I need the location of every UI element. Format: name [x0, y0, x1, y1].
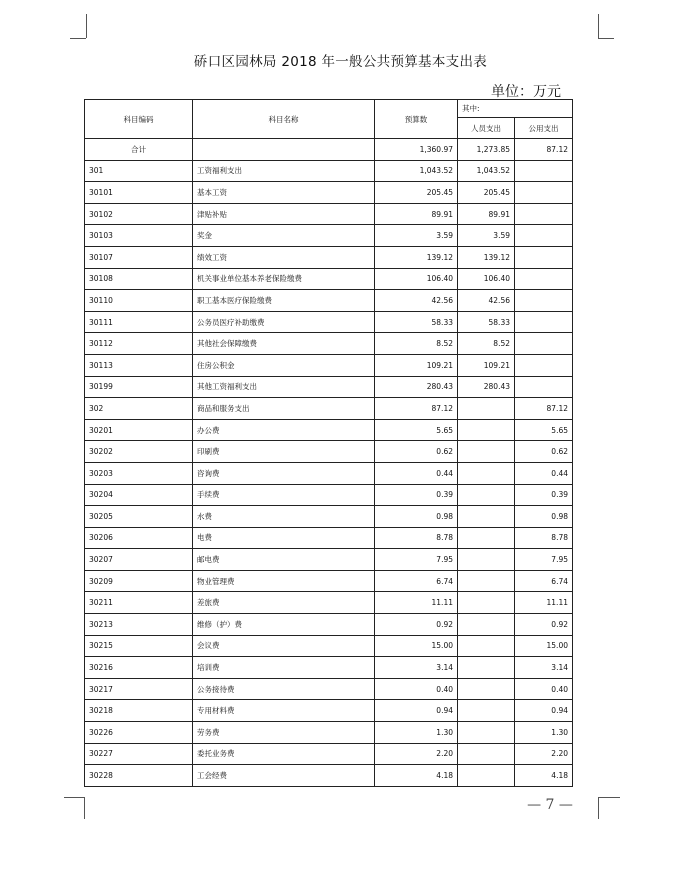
row-code: 30213 — [85, 614, 193, 636]
row-personnel — [458, 614, 515, 636]
row-name: 公务员医疗补助缴费 — [193, 311, 375, 333]
budget-table-body — [85, 100, 573, 787]
unit-label: 单位：万元 — [491, 84, 561, 100]
row-public — [515, 246, 573, 268]
header-budget: 预算数 — [375, 100, 458, 139]
row-name: 邮电费 — [193, 549, 375, 571]
table-row — [85, 182, 573, 204]
header-personnel: 人员支出 — [458, 118, 515, 139]
row-public: 11.11 — [515, 592, 573, 614]
row-budget: 280.43 — [375, 376, 458, 398]
row-budget: 89.91 — [375, 203, 458, 225]
total-row — [85, 139, 573, 161]
row-code: 30102 — [85, 203, 193, 225]
row-personnel — [458, 462, 515, 484]
row-code: 30108 — [85, 268, 193, 290]
row-name: 咨询费 — [193, 462, 375, 484]
row-budget: 0.94 — [375, 700, 458, 722]
table-row — [85, 506, 573, 528]
row-personnel: 3.59 — [458, 225, 515, 247]
row-budget: 7.95 — [375, 549, 458, 571]
row-budget: 5.65 — [375, 419, 458, 441]
row-public: 0.40 — [515, 678, 573, 700]
row-budget: 109.21 — [375, 354, 458, 376]
row-budget: 139.12 — [375, 246, 458, 268]
row-public: 7.95 — [515, 549, 573, 571]
table-row — [85, 398, 573, 420]
row-personnel — [458, 743, 515, 765]
table-row — [85, 311, 573, 333]
row-name: 住房公积金 — [193, 354, 375, 376]
row-budget: 6.74 — [375, 570, 458, 592]
row-personnel: 139.12 — [458, 246, 515, 268]
header-row-1 — [85, 100, 573, 118]
total-budget: 1,360.97 — [375, 139, 458, 161]
row-public — [515, 268, 573, 290]
row-personnel: 1,043.52 — [458, 160, 515, 182]
table-row — [85, 592, 573, 614]
row-code: 30110 — [85, 290, 193, 312]
table-row — [85, 160, 573, 182]
table-row — [85, 354, 573, 376]
row-budget: 0.39 — [375, 484, 458, 506]
row-public — [515, 376, 573, 398]
row-name: 绩效工资 — [193, 246, 375, 268]
row-budget: 58.33 — [375, 311, 458, 333]
row-budget: 0.98 — [375, 506, 458, 528]
row-public: 4.18 — [515, 765, 573, 787]
crop-mark-top-right-v — [598, 14, 599, 38]
crop-mark-bottom-right-v — [598, 797, 599, 819]
row-public — [515, 290, 573, 312]
budget-table — [84, 99, 573, 787]
row-code: 30101 — [85, 182, 193, 204]
row-personnel: 42.56 — [458, 290, 515, 312]
crop-mark-bottom-left-v — [84, 797, 85, 819]
row-name: 津贴补贴 — [193, 203, 375, 225]
row-personnel — [458, 635, 515, 657]
page-title: 硚口区园林局 2018 年一般公共预算基本支出表 — [193, 54, 488, 70]
row-code: 30202 — [85, 441, 193, 463]
row-code: 30204 — [85, 484, 193, 506]
row-personnel: 89.91 — [458, 203, 515, 225]
row-name: 工资福利支出 — [193, 160, 375, 182]
row-personnel — [458, 419, 515, 441]
row-personnel — [458, 765, 515, 787]
row-public: 3.14 — [515, 657, 573, 679]
row-name: 工会经费 — [193, 765, 375, 787]
row-name: 电费 — [193, 527, 375, 549]
header-code: 科目编码 — [85, 100, 193, 139]
row-personnel — [458, 527, 515, 549]
row-code: 30205 — [85, 506, 193, 528]
table-row — [85, 203, 573, 225]
table-row — [85, 635, 573, 657]
row-code: 30206 — [85, 527, 193, 549]
row-code: 30228 — [85, 765, 193, 787]
row-budget: 87.12 — [375, 398, 458, 420]
row-name: 劳务费 — [193, 722, 375, 744]
row-personnel: 8.52 — [458, 333, 515, 355]
header-public: 公用支出 — [515, 118, 573, 139]
row-public: 0.44 — [515, 462, 573, 484]
row-personnel — [458, 441, 515, 463]
table-row — [85, 246, 573, 268]
row-personnel — [458, 722, 515, 744]
table-row — [85, 700, 573, 722]
row-name: 基本工资 — [193, 182, 375, 204]
table-row — [85, 765, 573, 787]
row-code: 30111 — [85, 311, 193, 333]
table-row — [85, 419, 573, 441]
row-code: 30218 — [85, 700, 193, 722]
row-public: 6.74 — [515, 570, 573, 592]
row-public: 0.98 — [515, 506, 573, 528]
row-budget: 42.56 — [375, 290, 458, 312]
row-personnel — [458, 678, 515, 700]
row-public — [515, 203, 573, 225]
row-name: 培训费 — [193, 657, 375, 679]
row-code: 302 — [85, 398, 193, 420]
row-public: 2.20 — [515, 743, 573, 765]
row-public: 5.65 — [515, 419, 573, 441]
row-name: 职工基本医疗保险缴费 — [193, 290, 375, 312]
row-budget: 8.52 — [375, 333, 458, 355]
row-name: 手续费 — [193, 484, 375, 506]
table-row — [85, 484, 573, 506]
row-public — [515, 225, 573, 247]
row-budget: 0.44 — [375, 462, 458, 484]
row-name: 水费 — [193, 506, 375, 528]
row-name: 会议费 — [193, 635, 375, 657]
row-budget: 4.18 — [375, 765, 458, 787]
row-code: 30226 — [85, 722, 193, 744]
table-row — [85, 290, 573, 312]
row-public — [515, 182, 573, 204]
total-name-cell — [193, 139, 375, 161]
row-public — [515, 160, 573, 182]
row-public: 1.30 — [515, 722, 573, 744]
row-code: 30112 — [85, 333, 193, 355]
row-code: 30207 — [85, 549, 193, 571]
row-public: 0.62 — [515, 441, 573, 463]
row-name: 委托业务费 — [193, 743, 375, 765]
row-code: 301 — [85, 160, 193, 182]
crop-mark-bottom-right-h — [598, 797, 620, 798]
crop-mark-top-left-v — [86, 14, 87, 38]
row-public — [515, 354, 573, 376]
row-budget: 106.40 — [375, 268, 458, 290]
row-code: 30216 — [85, 657, 193, 679]
row-personnel — [458, 657, 515, 679]
header-name: 科目名称 — [193, 100, 375, 139]
row-budget: 0.62 — [375, 441, 458, 463]
row-budget: 0.40 — [375, 678, 458, 700]
row-code: 30201 — [85, 419, 193, 441]
total-personnel: 1,273.85 — [458, 139, 515, 161]
table-row — [85, 678, 573, 700]
row-personnel — [458, 700, 515, 722]
table-row — [85, 743, 573, 765]
row-budget: 8.78 — [375, 527, 458, 549]
total-label: 合计 — [85, 139, 193, 161]
row-name: 其他社会保障缴费 — [193, 333, 375, 355]
row-name: 差旅费 — [193, 592, 375, 614]
row-budget: 205.45 — [375, 182, 458, 204]
row-public — [515, 333, 573, 355]
row-code: 30209 — [85, 570, 193, 592]
row-personnel: 58.33 — [458, 311, 515, 333]
row-name: 奖金 — [193, 225, 375, 247]
table-row — [85, 722, 573, 744]
row-code: 30217 — [85, 678, 193, 700]
row-personnel: 280.43 — [458, 376, 515, 398]
row-public — [515, 311, 573, 333]
row-budget: 2.20 — [375, 743, 458, 765]
page-number: — 7 — — [527, 797, 573, 813]
row-code: 30203 — [85, 462, 193, 484]
table-row — [85, 376, 573, 398]
row-personnel: 106.40 — [458, 268, 515, 290]
row-name: 物业管理费 — [193, 570, 375, 592]
table-row — [85, 614, 573, 636]
row-personnel — [458, 398, 515, 420]
crop-mark-top-left-h — [70, 38, 86, 39]
row-public: 8.78 — [515, 527, 573, 549]
row-code: 30107 — [85, 246, 193, 268]
table-row — [85, 657, 573, 679]
row-public: 0.94 — [515, 700, 573, 722]
row-budget: 3.59 — [375, 225, 458, 247]
row-public: 0.92 — [515, 614, 573, 636]
row-name: 其他工资福利支出 — [193, 376, 375, 398]
row-code: 30113 — [85, 354, 193, 376]
row-budget: 1,043.52 — [375, 160, 458, 182]
row-name: 印刷费 — [193, 441, 375, 463]
table-row — [85, 268, 573, 290]
row-personnel — [458, 549, 515, 571]
row-code: 30227 — [85, 743, 193, 765]
row-name: 维修（护）费 — [193, 614, 375, 636]
row-code: 30103 — [85, 225, 193, 247]
table-row — [85, 333, 573, 355]
row-public: 0.39 — [515, 484, 573, 506]
row-name: 专用材料费 — [193, 700, 375, 722]
row-budget: 0.92 — [375, 614, 458, 636]
row-public: 87.12 — [515, 398, 573, 420]
total-public: 87.12 — [515, 139, 573, 161]
row-budget: 1.30 — [375, 722, 458, 744]
row-personnel — [458, 506, 515, 528]
crop-mark-top-right-h — [598, 38, 614, 39]
row-personnel: 205.45 — [458, 182, 515, 204]
crop-mark-bottom-left-h — [64, 797, 84, 798]
table-row — [85, 527, 573, 549]
table-row — [85, 462, 573, 484]
row-budget: 11.11 — [375, 592, 458, 614]
row-public: 15.00 — [515, 635, 573, 657]
row-name: 机关事业单位基本养老保险缴费 — [193, 268, 375, 290]
row-personnel — [458, 570, 515, 592]
row-name: 办公费 — [193, 419, 375, 441]
table-row — [85, 549, 573, 571]
table-row — [85, 225, 573, 247]
row-name: 商品和服务支出 — [193, 398, 375, 420]
row-name: 公务接待费 — [193, 678, 375, 700]
table-row — [85, 570, 573, 592]
row-code: 30211 — [85, 592, 193, 614]
row-code: 30215 — [85, 635, 193, 657]
row-budget: 3.14 — [375, 657, 458, 679]
row-budget: 15.00 — [375, 635, 458, 657]
row-personnel: 109.21 — [458, 354, 515, 376]
row-personnel — [458, 484, 515, 506]
row-code: 30199 — [85, 376, 193, 398]
header-of-which: 其中: — [458, 100, 573, 118]
row-personnel — [458, 592, 515, 614]
table-row — [85, 441, 573, 463]
